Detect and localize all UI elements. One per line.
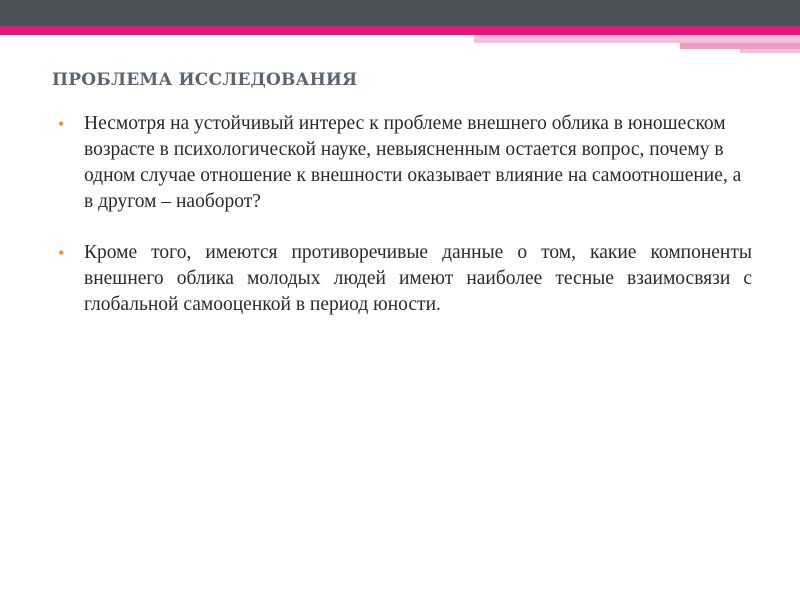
bullet-icon: • — [58, 243, 65, 263]
header-band-light — [474, 35, 800, 43]
slide-title: ПРОБЛЕМА ИССЛЕДОВАНИЯ — [52, 70, 358, 90]
bullet-item — [58, 111, 752, 215]
bullet-text: Несмотря на устойчивый интерес к проблеме внешнего облика в юношеском возрасте в психологической науке, невыясненным остается вопрос, почему в одном случае отношение к внешности оказывает влияние на самоотношение, а в другом – наоборот? — [84, 113, 742, 212]
header-band-accent — [0, 26, 800, 35]
header-band-light-tail — [740, 49, 800, 53]
bullet-icon: • — [58, 114, 65, 134]
bullet-text: Кроме того, имеются противоречивые данные о том, какие компоненты внешнего облика молодых людей имеют наиболее тесные взаимосвязи с глобальной самооценкой в период юности. — [84, 242, 752, 315]
header-band-dark — [0, 0, 800, 26]
bullet-list — [58, 111, 752, 343]
bullet-item — [58, 240, 752, 318]
